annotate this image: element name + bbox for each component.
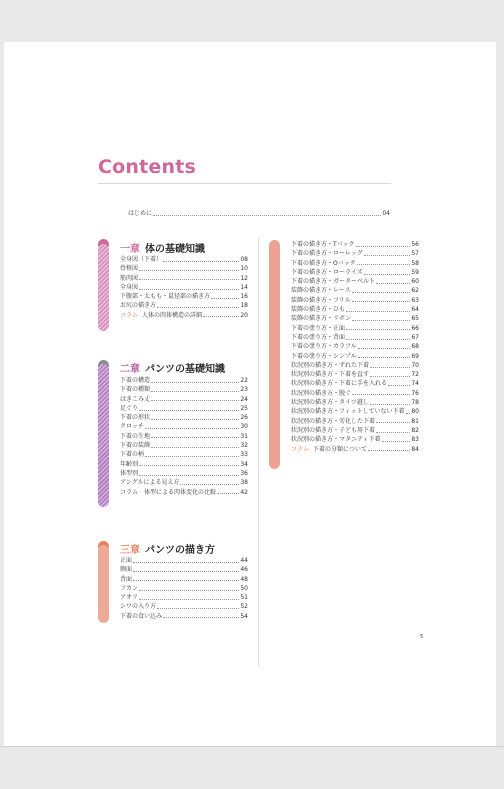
toc-entry-label: 装飾の描き方・ひも (291, 306, 346, 314)
toc-entry-label: 状況別の描き方・ずれた下着 (291, 361, 370, 369)
toc-entry[interactable] (120, 292, 248, 301)
viewer-frame-bottom (0, 747, 504, 789)
toc-entry[interactable] (291, 417, 419, 426)
toc-entry[interactable] (120, 441, 248, 450)
toc-entry[interactable] (120, 450, 248, 459)
toc-entry-label: 下着の種類 (120, 386, 151, 394)
toc-entry-label: 下着の生地 (120, 432, 151, 440)
toc-entry[interactable] (120, 255, 248, 264)
toc-entry-page: 30 (240, 423, 248, 431)
toc-entry[interactable] (120, 612, 248, 621)
toc-entry-page: 57 (411, 250, 419, 258)
toc-entry[interactable] (120, 301, 248, 310)
toc-entry-label: 全身図 (120, 283, 139, 291)
leader-dots (133, 577, 239, 581)
toc-entry[interactable] (291, 296, 419, 305)
chapter-2-number: 二章 (120, 364, 140, 375)
toc-entry-label: 下着の装飾 (120, 442, 151, 450)
toc-entry-page: 14 (240, 283, 248, 291)
toc-entry[interactable] (120, 404, 248, 413)
toc-entry[interactable] (291, 361, 419, 370)
leader-dots (346, 308, 410, 312)
toc-entry[interactable] (120, 413, 248, 422)
toc-entry-page: 84 (411, 445, 419, 453)
toc-entry-page: 64 (411, 306, 419, 314)
leader-dots (151, 379, 239, 383)
toc-entry[interactable] (291, 249, 419, 258)
toc-entry-label: 下着の描き方・Oバック (291, 259, 356, 267)
toc-entry-page: 58 (411, 259, 419, 267)
chapter-3-continued-bar (269, 240, 280, 469)
leader-dots (376, 280, 410, 284)
chapter-3-number: 三章 (120, 545, 140, 556)
toc-entry-page: 32 (240, 442, 248, 450)
toc-entry-label: 状況別の描き方・マタニティ下着 (291, 436, 381, 444)
chapter-1-title: 体の基礎知識 (145, 244, 205, 255)
leader-dots (139, 472, 239, 476)
leader-dots (145, 425, 239, 429)
toc-entry-label: 年齢別 (120, 460, 139, 468)
toc-entry-page: 22 (240, 377, 248, 384)
toc-intro-page: 04 (382, 210, 390, 217)
toc-entry-label: 状況別の描き方・脱ぐ (291, 389, 352, 397)
toc-entry-label: 筋肉図 (120, 274, 139, 282)
toc-entry-label: 下着の塗り方・正面 (291, 324, 346, 332)
toc-entry-page: 81 (411, 417, 419, 425)
toc-entry-page: 42 (240, 488, 248, 496)
toc-entry[interactable] (120, 565, 248, 574)
chapter-1-list (120, 255, 248, 320)
toc-entry[interactable] (120, 469, 248, 478)
chapter-3-list (120, 556, 248, 621)
column-tag: コラム (120, 311, 138, 319)
toc-entry[interactable] (120, 488, 248, 497)
leader-dots (157, 304, 239, 308)
toc-entry[interactable] (291, 305, 419, 314)
leader-dots (352, 317, 410, 321)
toc-entry[interactable] (291, 268, 419, 277)
toc-entry-label: 装飾の描き方・レース (291, 287, 351, 295)
toc-entry-page: 63 (411, 296, 419, 304)
toc-entry-label: アオリ (120, 594, 138, 602)
toc-entry[interactable] (291, 352, 419, 361)
toc-entry-label: 状況別の描き方・下着に手を入れる (291, 380, 388, 388)
toc-entry-label: アングルによる見え方 (120, 479, 180, 487)
leader-dots (139, 596, 239, 600)
leader-dots (133, 568, 239, 572)
toc-entry-label: 下着の描き方・ローレッグ (291, 250, 363, 258)
toc-entry-page: 69 (411, 352, 419, 360)
toc-entry-page: 23 (240, 386, 248, 394)
leader-dots (151, 397, 239, 401)
toc-entry-label: 下腹部・太もも・鼠径部の描き方 (120, 293, 211, 301)
toc-entry-label: 背面 (120, 575, 133, 583)
chapter-2-title: パンツの基礎知識 (145, 364, 225, 375)
toc-entry[interactable] (120, 283, 248, 292)
leader-dots (364, 271, 411, 275)
leader-dots (139, 276, 239, 280)
toc-entry[interactable] (120, 385, 248, 394)
toc-entry[interactable] (291, 379, 419, 388)
chapter-1-number: 一章 (120, 244, 140, 255)
toc-entry-label: 全身図（下着） (120, 256, 163, 263)
leader-dots (364, 252, 411, 256)
toc-entry-page: 56 (411, 241, 419, 248)
leader-dots (157, 605, 239, 609)
toc-entry-label: 下着の形状 (120, 414, 151, 422)
toc-entry[interactable] (291, 324, 419, 333)
toc-entry-label: 下着の描き方・Tバック (291, 241, 355, 248)
chapter-2-list (120, 376, 248, 497)
leader-dots (153, 212, 381, 216)
leader-dots (180, 481, 239, 485)
column-divider (258, 238, 259, 666)
toc-entry-page: 78 (411, 399, 419, 407)
toc-entry-page: 76 (411, 389, 419, 397)
toc-entry[interactable] (120, 432, 248, 441)
leader-dots (376, 419, 410, 423)
leader-dots (203, 313, 239, 317)
leader-dots (382, 438, 411, 442)
leader-dots (370, 401, 410, 405)
toc-entry[interactable] (120, 478, 248, 487)
toc-entry[interactable] (291, 333, 419, 342)
toc-entry-page: 66 (411, 324, 419, 332)
chapter-1-bar (98, 244, 109, 331)
toc-entry[interactable] (120, 376, 248, 385)
toc-entry[interactable] (291, 277, 419, 286)
toc-entry-label: 状況別の描き方・劣化した下着 (291, 417, 376, 425)
toc-entry-label: フカン (120, 584, 138, 592)
leader-dots (139, 407, 239, 411)
leader-dots (346, 326, 410, 330)
toc-entry[interactable] (291, 389, 419, 398)
title-rule (98, 183, 391, 184)
toc-entry-page: 67 (411, 333, 419, 341)
toc-entry-page: 59 (411, 268, 419, 276)
toc-entry[interactable] (291, 407, 419, 416)
toc-entry-label: 下着の塗り方・背面 (291, 333, 346, 341)
toc-entry-label: 下着の柄 (120, 451, 145, 459)
toc-entry-page: 51 (240, 594, 248, 602)
leader-dots (352, 391, 410, 395)
leader-dots (406, 410, 411, 414)
toc-entry[interactable] (291, 445, 419, 454)
toc-entry-page: 31 (240, 432, 248, 440)
toc-entry[interactable] (291, 240, 419, 249)
toc-entry-label: 下着の描き方・ガーターベルト (291, 278, 376, 286)
toc-entry-page: 70 (411, 361, 419, 369)
leader-dots (352, 289, 411, 293)
leader-dots (139, 267, 239, 271)
toc-entry-page: 38 (240, 479, 248, 487)
toc-entry-page: 46 (240, 566, 248, 574)
toc-entry[interactable] (291, 342, 419, 351)
toc-entry[interactable] (120, 593, 248, 602)
leader-dots (368, 447, 411, 451)
page-title: Contents (98, 156, 197, 178)
toc-entry-label: 下着の構造 (120, 377, 151, 384)
toc-entry[interactable] (291, 435, 419, 444)
toc-entry-label: 状況別の描き方・下着を直す (291, 371, 370, 379)
toc-intro[interactable] (128, 209, 390, 218)
toc-entry-page: 36 (240, 469, 248, 477)
leader-dots (217, 490, 239, 494)
leader-dots (151, 388, 239, 392)
toc-entry-label: 足ぐり (120, 404, 139, 412)
toc-entry-label: 下着の塗り方・カラフル (291, 343, 357, 351)
toc-entry-label: 装飾の描き方・フリル (291, 296, 351, 304)
book-page (4, 42, 496, 747)
chapter-2-heading (120, 360, 225, 375)
toc-entry[interactable] (120, 460, 248, 469)
leader-dots (139, 462, 239, 466)
toc-entry-label: 骨格図 (120, 265, 139, 273)
toc-entry-page: 52 (240, 603, 248, 611)
toc-entry-page: 82 (411, 426, 419, 434)
right-column-list (291, 240, 419, 454)
leader-dots (358, 354, 411, 358)
toc-entry-label: 状況別の描き方・子ども用下着 (291, 426, 376, 434)
leader-dots (211, 295, 239, 299)
toc-entry-label: 下着の食い込み (120, 612, 163, 620)
toc-entry-label: 下着の描き方・ローライズ (291, 268, 363, 276)
toc-entry-page: 34 (240, 460, 248, 468)
leader-dots (163, 614, 239, 618)
toc-entry-page: 68 (411, 343, 419, 351)
leader-dots (145, 453, 239, 457)
toc-entry[interactable] (120, 311, 248, 320)
toc-entry[interactable] (120, 584, 248, 593)
toc-entry-page: 08 (240, 256, 248, 263)
toc-entry-label: 装飾の描き方・リボン (291, 315, 352, 323)
chapter-3-title: パンツの描き方 (145, 545, 215, 556)
chapter-2-bar (98, 364, 109, 507)
leader-dots (356, 243, 411, 247)
toc-entry-page: 72 (411, 371, 419, 379)
toc-entry[interactable] (120, 395, 248, 404)
toc-entry-page: 10 (240, 265, 248, 273)
leader-dots (370, 373, 410, 377)
toc-entry[interactable] (120, 556, 248, 565)
leader-dots (357, 261, 411, 265)
toc-entry[interactable] (291, 286, 419, 295)
toc-entry[interactable] (120, 264, 248, 273)
toc-entry[interactable] (120, 575, 248, 584)
leader-dots (163, 258, 239, 262)
toc-entry-page: 54 (240, 612, 248, 620)
chapter-3-bar (98, 545, 109, 623)
chapter-1-heading (120, 240, 205, 255)
toc-entry-label: はきこみ丈 (120, 395, 151, 403)
toc-entry-page: 25 (240, 404, 248, 412)
leader-dots (139, 286, 239, 290)
toc-entry-label: 人体の肉体構造の詳細 (141, 311, 202, 319)
toc-entry-page: 20 (240, 311, 248, 319)
toc-entry-label: 正面 (120, 557, 133, 564)
toc-entry[interactable] (291, 370, 419, 379)
leader-dots (151, 416, 239, 420)
toc-entry-label: コラム 体型による肉体変化の比較 (120, 488, 216, 496)
leader-dots (139, 587, 239, 591)
toc-entry-label: 下着の塗り方・シンプル (291, 352, 357, 360)
toc-entry-page: 24 (240, 395, 248, 403)
toc-entry-page: 50 (240, 584, 248, 592)
chapter-3-heading (120, 541, 215, 556)
leader-dots (388, 382, 410, 386)
leader-dots (133, 559, 239, 563)
toc-entry[interactable] (291, 314, 419, 323)
column-tag: コラム (291, 445, 309, 453)
page-number: 5 (420, 634, 424, 640)
toc-entry-page: 65 (411, 315, 419, 323)
toc-entry-page: 16 (240, 293, 248, 301)
leader-dots (370, 364, 410, 368)
toc-entry-label: 状況別の描き方・フィットしていない下着 (291, 408, 405, 416)
toc-entry-label: 側面 (120, 566, 133, 574)
leader-dots (151, 434, 239, 438)
leader-dots (151, 444, 239, 448)
toc-entry-page: 33 (240, 451, 248, 459)
toc-entry[interactable] (120, 274, 248, 283)
toc-entry-page: 48 (240, 575, 248, 583)
toc-entry-page: 83 (411, 436, 419, 444)
toc-entry-page: 60 (411, 278, 419, 286)
toc-entry-label: 状況別の描き方・タイツ越し (291, 399, 369, 407)
toc-intro-label: はじめに (128, 210, 153, 217)
toc-entry-page: 26 (240, 414, 248, 422)
toc-entry-page: 74 (411, 380, 419, 388)
toc-entry-page: 12 (240, 274, 248, 282)
toc-entry-label: クロッチ (120, 423, 144, 431)
toc-entry-label: 体型別 (120, 469, 139, 477)
leader-dots (346, 336, 410, 340)
toc-entry-label: お尻の描き方 (120, 302, 157, 310)
leader-dots (358, 345, 411, 349)
toc-entry-page: 80 (411, 408, 419, 416)
toc-entry-page: 18 (240, 302, 248, 310)
toc-entry-label: シワの入り方 (120, 603, 157, 611)
toc-entry-page: 62 (411, 287, 419, 295)
toc-entry[interactable] (291, 426, 419, 435)
toc-entry[interactable] (120, 422, 248, 431)
leader-dots (352, 298, 411, 302)
toc-entry-label: 下着の分類について (312, 445, 367, 453)
toc-entry[interactable] (291, 398, 419, 407)
toc-entry-page: 44 (240, 557, 248, 564)
toc-entry[interactable] (291, 259, 419, 268)
toc-entry[interactable] (120, 602, 248, 611)
leader-dots (376, 429, 410, 433)
